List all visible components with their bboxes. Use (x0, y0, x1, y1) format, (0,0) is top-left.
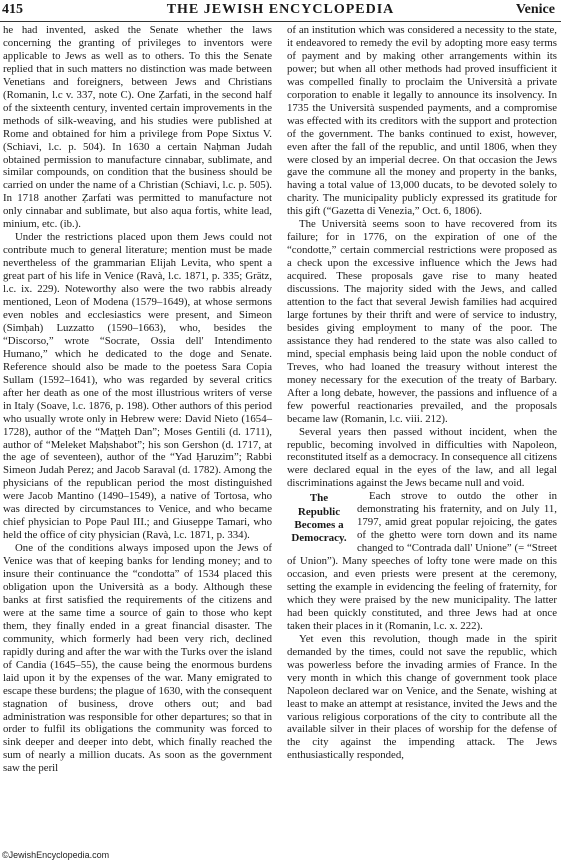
right-column (287, 24, 557, 762)
left-column (3, 24, 272, 775)
paragraph: Several years then passed without incident, when the republic, becoming involved in difficulties with Napoleon, reconstituted itself as a democracy. In consequence all citizens were declared equal in the eyes of the law, and all legal discriminations against the Jews became null and void. (287, 425, 558, 490)
page-header (0, 0, 561, 20)
paragraph: Under the restrictions placed upon them Jews could not contribute much to general literature; mention must be made nevertheless of the grammarian Elijah Levita, who spent a great part of his life in Venice (Ravà, l.c. 1871, p. 335; Grätz, l.c. ix. 229). Noteworthy also were the two rabbis already mentioned, Leon of Modena (1579–1649), at whose sermons even nobles and ecclesiastics were present, and Simeon (Simḥah) Luzzatto (1590–1663), who, besides the “Discorso,” wrote “Socrate, Ossia dell' Intendimento Humano,” which he dedicated to the doge and Senate. Reference should also be made to the poetess Sara Copia Sullam (1592–1641), who was regarded by several critics after her death as one of the most illustrious writers of verse in Italy (Soave, l.c. 1876, p. 198). Other authors of this period who usually wrote only in Hebrew were: David Nieto (1654–1728), author of the “Maṭṭeh Dan”; Moses Gentili (d. 1711), author of “Meleket Maḥshabot”; his son Gershon (d. 1717, at the age of seventeen), author of the “Yad Ḥaruzim”; Rabbi Simeon Judah Perez; and Jacob Saraval (d. 1782). Among the physicians of the republican period the most distinguished were Jacob Mantino (1490–1549), a native of Tortosa, who was directed by circumstances to Venice, and who became chief physician to Pope Paul III.; and Giuseppe Tamari, who held the office of city physician (Ravà, l.c. 1871, p. 334). (3, 231, 272, 542)
running-title: THE JEWISH ENCYCLOPEDIA (166, 2, 395, 17)
marginal-heading-line: The (309, 492, 329, 505)
paragraph: Yet even this revolution, though made in the spirit demanded by the times, could not save the republic, which was powerless before the invading armies of France. In the very month in which this change of government took place Napoleon declared war on Venice, and the Senate, wishing at least to make an attempt at resistance, invited the Jews and the various religious corporations of the city to contribute all the available silver in their places of worship for the defense of the city against the impending attack. The Jews enthusiastically responded, (287, 632, 557, 762)
header-rule (0, 21, 561, 22)
marginal-heading (287, 492, 351, 545)
marginal-heading-line: Becomes a (294, 518, 344, 531)
marginal-heading-line: Republic (297, 505, 341, 518)
paragraph: he had invented, asked the Senate whether the laws concerning the granting of privileges to inventors were applicable to Jews as well as to others. To this the Senate replied that in such matters no distinction was made between Venetians and foreigners, between Jews and Christians (Romanin, l.c v. 337, note C). One Ẓarfati, in the second half of the sixteenth century, invented certain improvements in the methods of silk-weaving, and his studies were published at Rome and obtained for him a privilege from Pope Sixtus V. (Schiavi, l.c. p. 504). In 1630 a certain Naḥman Judah obtained permission to manufacture cinnabar, sublimate, and similar compounds, on condition that the business should be carried on under the name of a Christian (Schiavi, l.c. p. 505). In 1718 another Ẓarfati was permitted to manufacture not only cinnabar and sublimate, but also aqua fortis, white lead, minium, etc. (ib.). (3, 24, 272, 231)
paragraph: One of the conditions always imposed upon the Jews of Venice was that of keeping banks for lending money; and to insure their continuance the “condotta” of 1534 placed this obligation upon the Università as a body. Although these banks at first satisfied the requirements of the citizens and were at the same time a source of gain to those who kept them, they finally ended in a great financial disaster. The community, which formerly had been very rich, declined rapidly during and after the war with the Turks over the island of Candia (1645–55), the cause being the enormous burdens laid upon it by the expenses of the war. Many emigrated to escape these burdens; the plague of 1630, with the consequent stagnation of business, drove others out; and bad administration was responsible for other departures; so that in order to fulfil its obligations the community was forced to sink deeper and deeper into debt, which finally reached the sum of nearly a million ducats. As soon as the government saw the peril (3, 542, 272, 775)
paragraph: The Università seems soon to have recovered from its failure; for in 1776, on the expiration of one of the “condotte,” certain commercial restrictions were proposed as a check upon the excessive influence which the Jews had acquired. These proposals gave rise to many heated discussions. The majority sided with the Jews, and called attention to the fact that several Jewish families had acquired large fortunes by their thrift and were of service to industry, besides giving employment to many of the poor. The assistance they had rendered to the state was also called to mind, special emphasis being laid upon the noble conduct of Treves, who had loaned the treasury without interest the money necessary for the execution of the treaty of Barbary. After a long debate, however, the passions and influence of a few powerful reactionaries prevailed, and the proposals became law (Romanin, l.c. viii. 212). (287, 218, 557, 425)
section-title: Venice (515, 2, 555, 17)
marginal-heading-line: Democracy. (291, 531, 347, 544)
paragraph: of an institution which was considered a necessity to the state, it endeavored to remedy the evil by adopting more easy terms of payment and by making other arrangements within its power; but when all other methods had proved insufficient it was compelled finally to proclaim the Università a private corporation to enable it legally to announce its insolvency. In 1735 the Università suspended payments, and a compromise was effected with its creditors with the support and protection of the government. The banks continued to exist, however, even after the fall of the republic, and until 1806, when they were closed by an imperial decree. On that occasion the Jews gave the commune all the money and property in the banks, having a total value of 13,000 ducats, to be devoted solely to charity. The municipality publicly expressed its gratitude for this gift (“Gazetta di Venezia,” Oct. 6, 1806). (287, 24, 557, 218)
copyright-footer[interactable]: ©JewishEncyclopedia.com (2, 850, 110, 860)
paragraph: Each strove to outdo the other in demonstrating his fraternity, and on July 11, 1797, amid great popular rejoicing, the gates of the ghetto were torn down and its name changed to “Contrada dall' Unione” (= “Street of Union”). Many speeches of lofty tone were made on this occasion, and even priests were present at the ceremony, setting the example in evidencing the feeling of fraternity, for which they were praised by the new municipality. The latter had been quickly constituted, and three Jews had at once taken their places in it (Romanin, l.c. x. 222). (287, 490, 557, 632)
page-number: 415 (2, 2, 23, 17)
